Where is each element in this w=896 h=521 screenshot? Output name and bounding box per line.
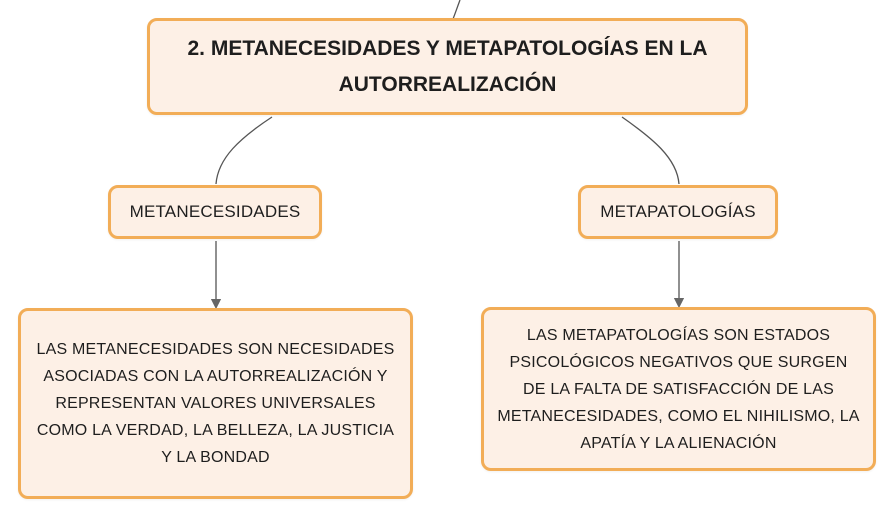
incoming-connector (453, 0, 460, 19)
metapatologias-description: LAS METAPATOLOGÍAS SON ESTADOS PSICOLÓGICOS NEGATIVOS QUE SURGEN DE LA FALTA DE SATISFACCIÓN DE LAS METANECESIDADES, COMO EL NIHILISMO, LA APATÍA Y LA ALIENACIÓN (497, 326, 860, 452)
connector-title-to-metapatologias (622, 117, 679, 184)
metanecesidades-description: LAS METANECESIDADES SON NECESIDADES ASOCIADAS CON LA AUTORREALIZACIÓN Y REPRESENTAN VALORES UNIVERSALES COMO LA VERDAD, LA BELLEZA, LA JUSTICIA Y LA BONDAD (36, 341, 395, 466)
metapatologias-node[interactable] (578, 185, 778, 239)
metapatologias-label: METAPATOLOGÍAS (600, 202, 756, 221)
metanecesidades-description-node[interactable] (18, 308, 413, 499)
metapatologias-description-node[interactable] (481, 307, 876, 471)
title-line-2: AUTORREALIZACIÓN (338, 72, 557, 96)
metanecesidades-label: METANECESIDADES (129, 202, 301, 221)
metanecesidades-node[interactable] (108, 185, 322, 239)
title-line-1: 2. METANECESIDADES Y METAPATOLOGÍAS EN LA (187, 36, 708, 60)
title-node[interactable] (147, 18, 748, 115)
connector-title-to-metanecesidades (216, 117, 272, 184)
